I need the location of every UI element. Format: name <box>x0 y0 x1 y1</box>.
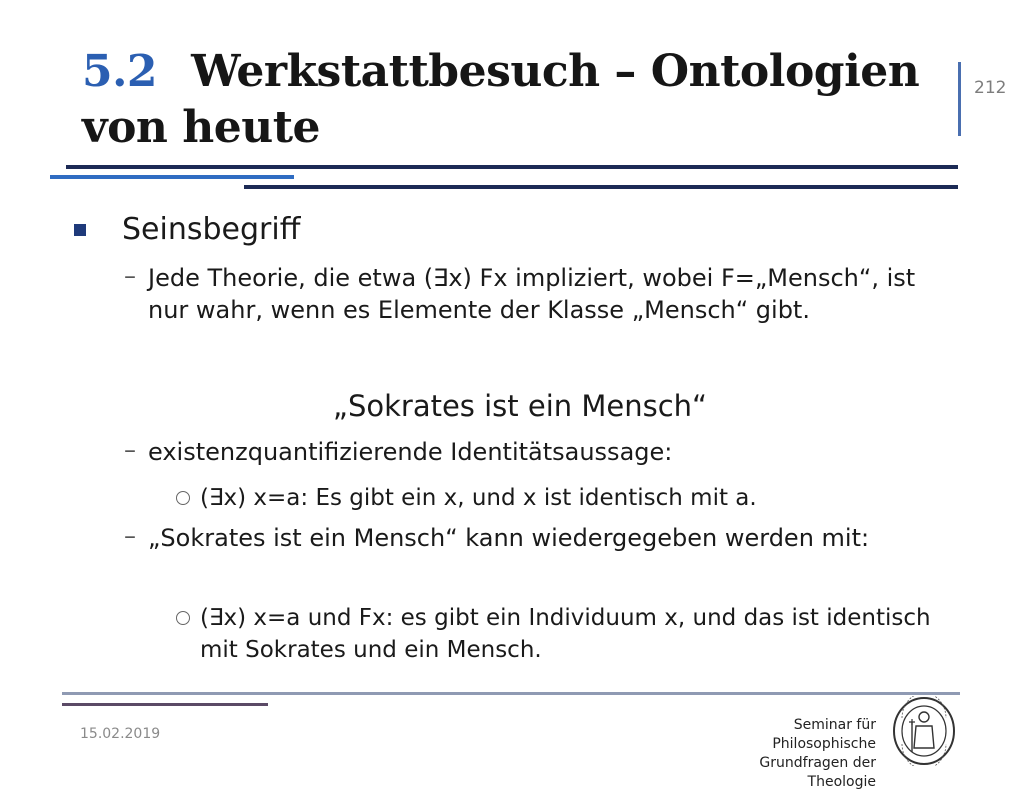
footer-seminar <box>700 716 876 792</box>
subitem-existenz: (∃x) x=a: Es gibt ein x, und x ist identisch mit a. <box>200 485 757 511</box>
seal-icon <box>892 696 956 766</box>
item-identitaetsaussage: existenzquantifizierende Identitätsaussage: <box>148 438 673 466</box>
section-number: 5.2 <box>82 46 158 97</box>
dash-bullet-icon: – <box>124 262 136 290</box>
header-divider <box>958 62 961 136</box>
dash-bullet-icon: – <box>124 436 136 464</box>
slide-title <box>82 44 942 156</box>
title-rule-accent <box>50 175 294 179</box>
title-rule-top <box>66 165 958 169</box>
quote-sokrates: „Sokrates ist ein Mensch“ <box>332 389 708 423</box>
circle-bullet-icon <box>176 611 190 625</box>
footer-date: 15.02.2019 <box>80 726 161 742</box>
page-number: 212 <box>974 78 1007 98</box>
seminar-line-2: Grundfragen der Theologie <box>759 755 876 790</box>
title-rule-bottom <box>244 185 958 189</box>
bullet-seinsbegriff: Seinsbegriff <box>122 212 301 247</box>
item-theorie: Jede Theorie, die etwa (∃x) Fx impliziert, wobei F=„Mensch“, ist nur wahr, wenn es Elemente der Klasse „Mensch“ gibt. <box>148 264 916 324</box>
seminar-line-1: Seminar für Philosophische <box>772 717 876 752</box>
square-bullet-icon <box>74 224 86 236</box>
circle-bullet-icon <box>176 491 190 505</box>
subitem-individuum: (∃x) x=a und Fx: es gibt ein Individuum x, und das ist identisch mit Sokrates und ein Mensch. <box>200 605 931 663</box>
footer-rule <box>62 692 960 695</box>
title-text: Werkstattbesuch – Ontologien von heute <box>82 46 920 153</box>
item-wiedergabe: „Sokrates ist ein Mensch“ kann wiedergegeben werden mit: <box>148 524 870 552</box>
dash-bullet-icon: – <box>124 522 136 550</box>
footer-rule-accent <box>62 703 268 706</box>
